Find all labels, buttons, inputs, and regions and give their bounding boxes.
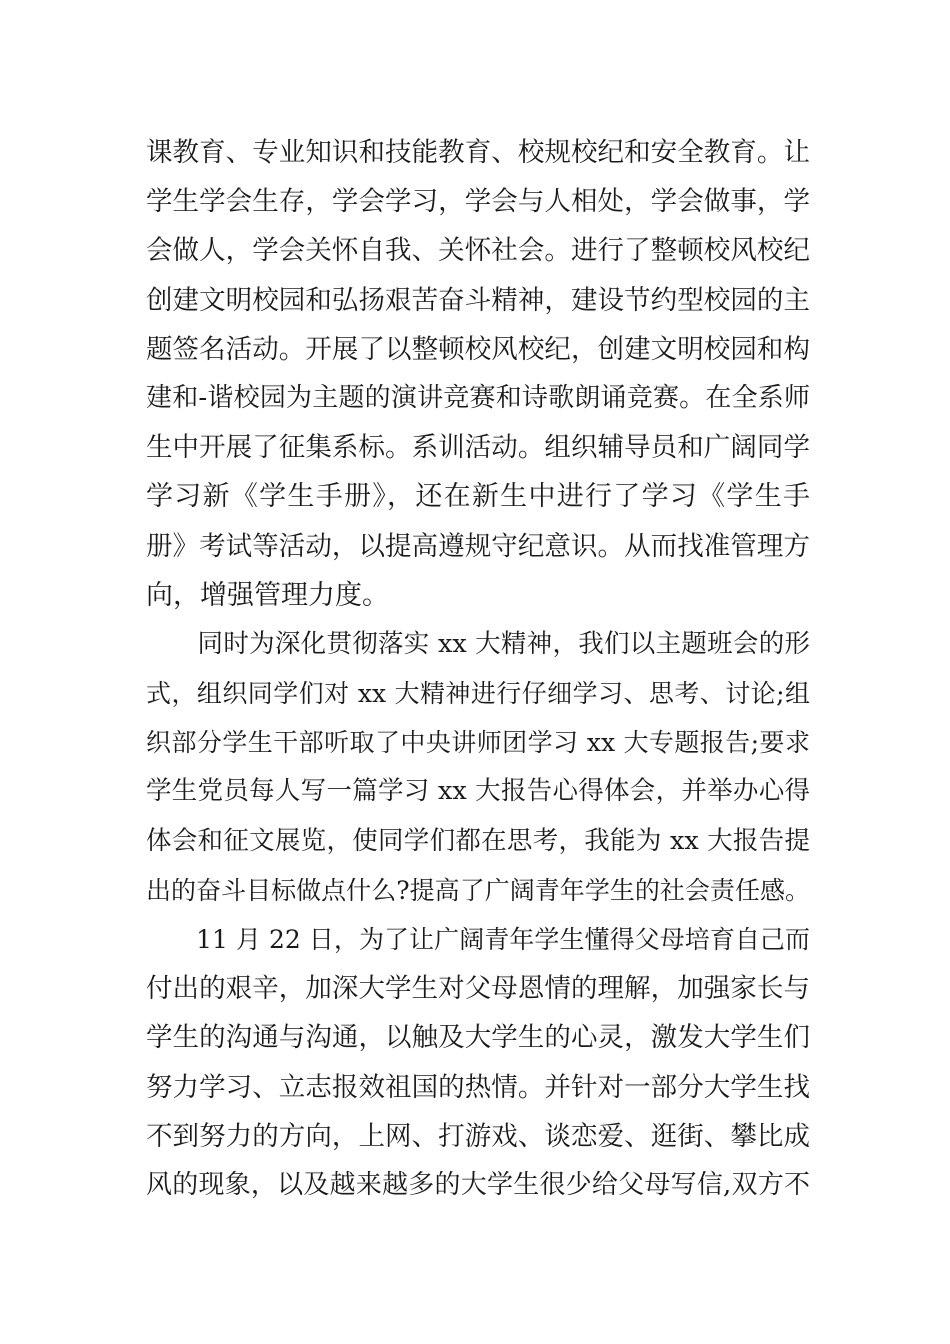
text-line: 学习新《学生手册》，还在新生中进行了学习《学生手 (146, 481, 810, 513)
text-line: 册》考试等活动，以提高遵规守纪意识。从而找准管理方 (146, 530, 810, 562)
text-line: 学生党员每人写一篇学习 xx 大报告心得体会，并举办心得 (146, 776, 810, 807)
text-line: 生中开展了征集系标。系训活动。组织辅导员和广阔同学 (146, 432, 810, 464)
text-line: 付出的艰辛，加深大学生对父母恩情的理解，加强家长与 (146, 973, 810, 1005)
text-line: 同时为深化贯彻落实 xx 大精神，我们以主题班会的形 (146, 628, 810, 659)
body-text (146, 128, 810, 1210)
text-line: 努力学习、立志报效祖国的热情。并针对一部分大学生找 (146, 1071, 810, 1103)
text-line: 式，组织同学们对 xx 大精神进行仔细学习、思考、讨论;组 (146, 679, 810, 709)
text-line: 向，增强管理力度。 (146, 579, 389, 611)
text-line: 织部分学生干部听取了中央讲师团学习 xx 大专题报告;要求 (146, 728, 810, 758)
text-line: 学生学会生存，学会学习，学会与人相处，学会做事，学 (146, 186, 810, 218)
text-line: 学生的沟通与沟通，以触及大学生的心灵，激发大学生们 (146, 1022, 810, 1054)
text-line: 体会和征文展览，使同学们都在思考，我能为 xx 大报告提 (146, 825, 810, 856)
text-line: 不到努力的方向，上网、打游戏、谈恋爱、逛街、攀比成 (146, 1120, 810, 1152)
text-line: 创建文明校园和弘扬艰苦奋斗精神，建设节约型校园的主 (146, 284, 810, 316)
text-line: 建和-谐校园为主题的演讲竞赛和诗歌朗诵竞赛。在全系师 (146, 382, 810, 413)
text-line: 课教育、专业知识和技能教育、校规校纪和安全教育。让 (146, 137, 810, 168)
text-line: 风的现象，以及越来越多的大学生很少给父母写信,双方不 (146, 1169, 810, 1200)
text-line: 出的奋斗目标做点什么?提高了广阔青年学生的社会责任感。 (146, 875, 810, 905)
text-line: 会做人，学会关怀自我、关怀社会。进行了整顿校风校纪 (146, 235, 810, 267)
text-line: 11 月 22 日，为了让广阔青年学生懂得父母培育自己而 (146, 925, 810, 954)
text-line: 题签名活动。开展了以整顿校风校纪，创建文明校园和构 (146, 333, 810, 365)
